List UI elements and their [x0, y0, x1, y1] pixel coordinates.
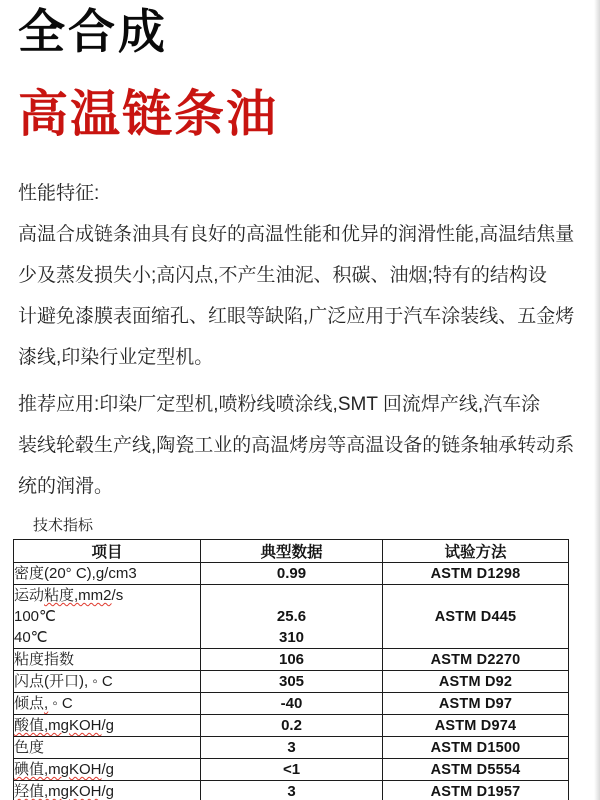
typical-data-cell: 3 — [201, 781, 383, 800]
column-header-typical-data: 典型数据 — [201, 540, 383, 563]
features-line: 计避免漆膜表面缩孔、红眼等缺陷,广泛应用于汽车涂装线、五金烤 — [18, 306, 575, 327]
column-header-item: 项目 — [14, 540, 201, 563]
test-method-cell: ASTM D1957 — [383, 781, 569, 800]
spec-table-header — [14, 540, 569, 563]
applications-line: 统的润滑。 — [18, 476, 114, 497]
item-cell: 粘度指数 — [14, 649, 201, 671]
features-heading: 性能特征: — [18, 183, 100, 204]
test-method-cell: ASTM D2270 — [383, 649, 569, 671]
features-line: 少及蒸发损失小;高闪点,不产生油泥、积碳、油烟;特有的结构设 — [18, 265, 547, 286]
applications-line: 推荐应用:印染厂定型机,喷粉线喷涂线,SMT 回流焊产线,汽车涂 — [18, 394, 541, 415]
test-method-cell: ASTM D1500 — [383, 737, 569, 759]
table-row — [14, 585, 569, 649]
table-row — [14, 693, 569, 715]
features-paragraph — [18, 214, 600, 378]
spec-table-body — [14, 563, 569, 800]
test-method-cell: ASTM D97 — [383, 693, 569, 715]
table-row — [14, 563, 569, 585]
test-method-cell: ASTM D5554 — [383, 759, 569, 781]
applications-line: 装线轮毂生产线,陶瓷工业的高温烤房等高温设备的链条轴承转动系 — [18, 435, 575, 456]
typical-data-cell: 0.99 — [201, 563, 383, 585]
typical-data-cell: 25.6 310 — [201, 585, 383, 649]
product-name-title: 高温链条油 — [18, 86, 278, 142]
test-method-cell: ASTM D1298 — [383, 563, 569, 585]
table-row — [14, 737, 569, 759]
typical-data-cell: 106 — [201, 649, 383, 671]
features-line: 高温合成链条油具有良好的高温性能和优异的润滑性能,高温结焦量 — [18, 224, 575, 245]
item-cell: 运动粘度,mm2/s 100℃ 40℃ — [14, 585, 201, 649]
typical-data-cell: 0.2 — [201, 715, 383, 737]
item-cell: 羟值,mgKOH/g — [14, 781, 201, 800]
spec-table — [13, 539, 569, 800]
test-method-cell: ASTM D445 — [383, 585, 569, 649]
typical-data-cell: 305 — [201, 671, 383, 693]
applications-paragraph — [18, 384, 600, 507]
typical-data-cell: 3 — [201, 737, 383, 759]
table-row — [14, 759, 569, 781]
item-cell: 碘值,mgKOH/g — [14, 759, 201, 781]
item-cell: 倾点, ◦ C — [14, 693, 201, 715]
table-row — [14, 649, 569, 671]
table-row — [14, 715, 569, 737]
header-row — [14, 540, 569, 563]
table-caption: 技术指标 — [33, 517, 94, 534]
table-row — [14, 671, 569, 693]
test-method-cell: ASTM D974 — [383, 715, 569, 737]
item-cell: 密度(20° C),g/cm3 — [14, 563, 201, 585]
item-cell: 闪点(开口), ◦ C — [14, 671, 201, 693]
column-header-test-method: 试验方法 — [383, 540, 569, 563]
features-line: 漆线,印染行业定型机。 — [18, 347, 214, 368]
typical-data-cell: <1 — [201, 759, 383, 781]
test-method-cell: ASTM D92 — [383, 671, 569, 693]
typical-data-cell: -40 — [201, 693, 383, 715]
product-series-title: 全合成 — [18, 5, 168, 58]
item-cell: 酸值,mgKOH/g — [14, 715, 201, 737]
table-row — [14, 781, 569, 800]
item-cell: 色度 — [14, 737, 201, 759]
